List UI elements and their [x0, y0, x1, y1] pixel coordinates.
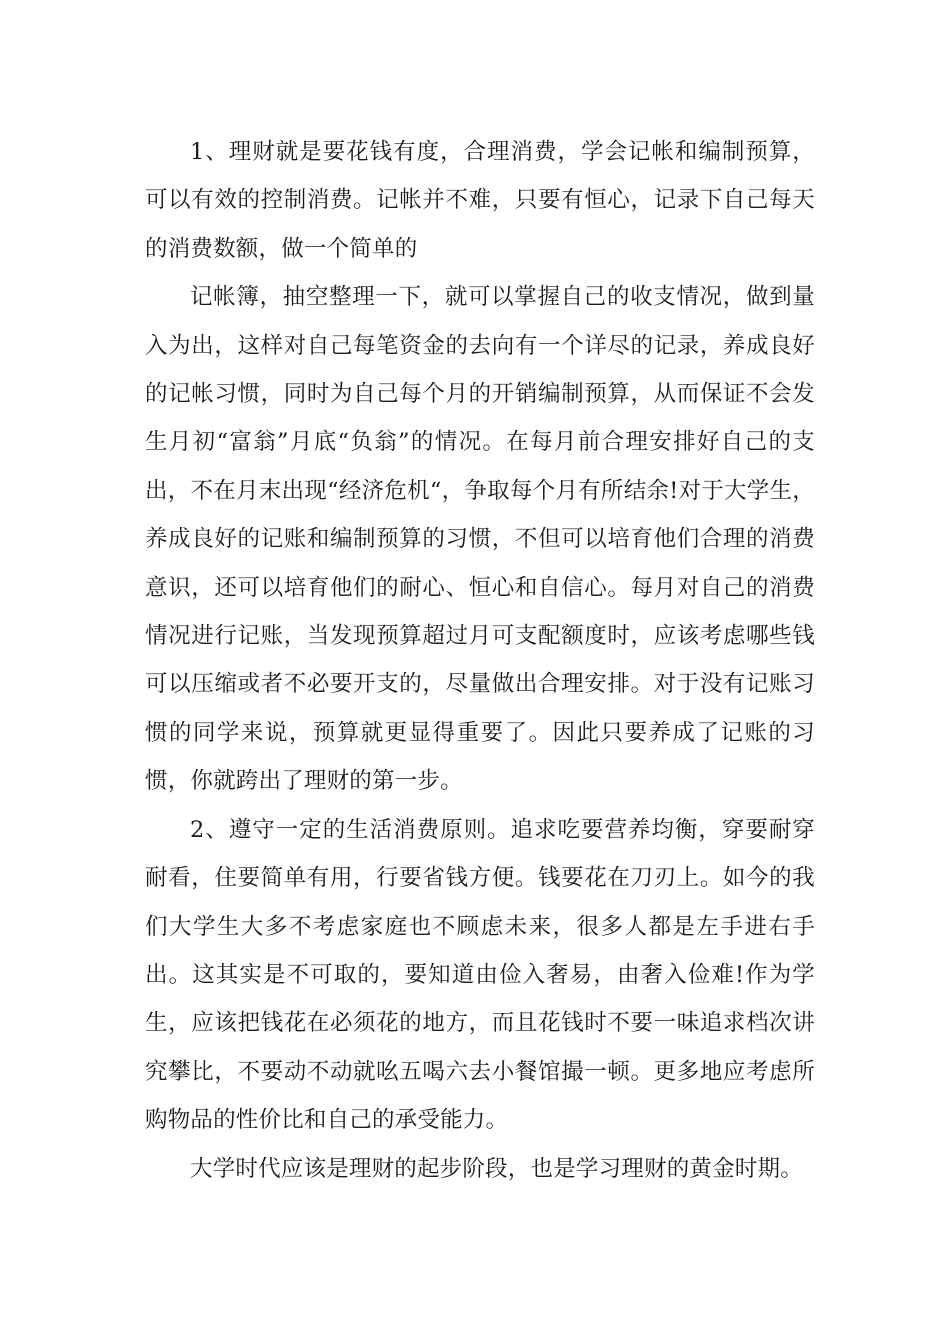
paragraph-2: 记帐簿，抽空整理一下，就可以掌握自己的收支情况，做到量入为出，这样对自己每笔资金的去向有一个详尽的记录，养成良好的记帐习惯，同时为自己每个月的开销编制预算，从而保证不会发生月初“富翁”月底“负翁”的情况。在每月前合理安排好自己的支出，不在月末出现“经济危机“，争取每个月有所结余!对于大学生，养成良好的记账和编制预算的习惯，不但可以培育他们合理的消费意识，还可以培育他们的耐心、恒心和自信心。每月对自己的消费情况进行记账，当发现预算超过月可支配额度时，应该考虑哪些钱可以压缩或者不必要开支的，尽量做出合理安排。对于没有记账习惯的同学来说，预算就更显得重要了。因此只要养成了记账的习惯，你就跨出了理财的第一步。 — [145, 284, 815, 795]
paragraph-3: 2、遵守一定的生活消费原则。追求吃要营养均衡，穿要耐穿耐看，住要简单有用，行要省钱方便。钱要花在刀刃上。如今的我们大学生大多不考虑家庭也不顾虑未来，很多人都是左手进右手出。这其实是不可取的，要知道由俭入奢易，由奢入俭难!作为学生，应该把钱花在必须花的地方，而且花钱时不要一味追求档次讲究攀比，不要动不动就吆五喝六去小餐馆撮一顿。更多地应考虑所购物品的性价比和自己的承受能力。 — [145, 816, 815, 1134]
paragraph-4: 大学时代应该是理财的起步阶段，也是学习理财的黄金时期。 — [190, 1155, 803, 1182]
document-body — [145, 128, 815, 1193]
paragraph-1: 1、理财就是要花钱有度，合理消费，学会记帐和编制预算，可以有效的控制消费。记帐并不难，只要有恒心，记录下自己每天的消费数额，做一个简单的 — [145, 139, 815, 262]
